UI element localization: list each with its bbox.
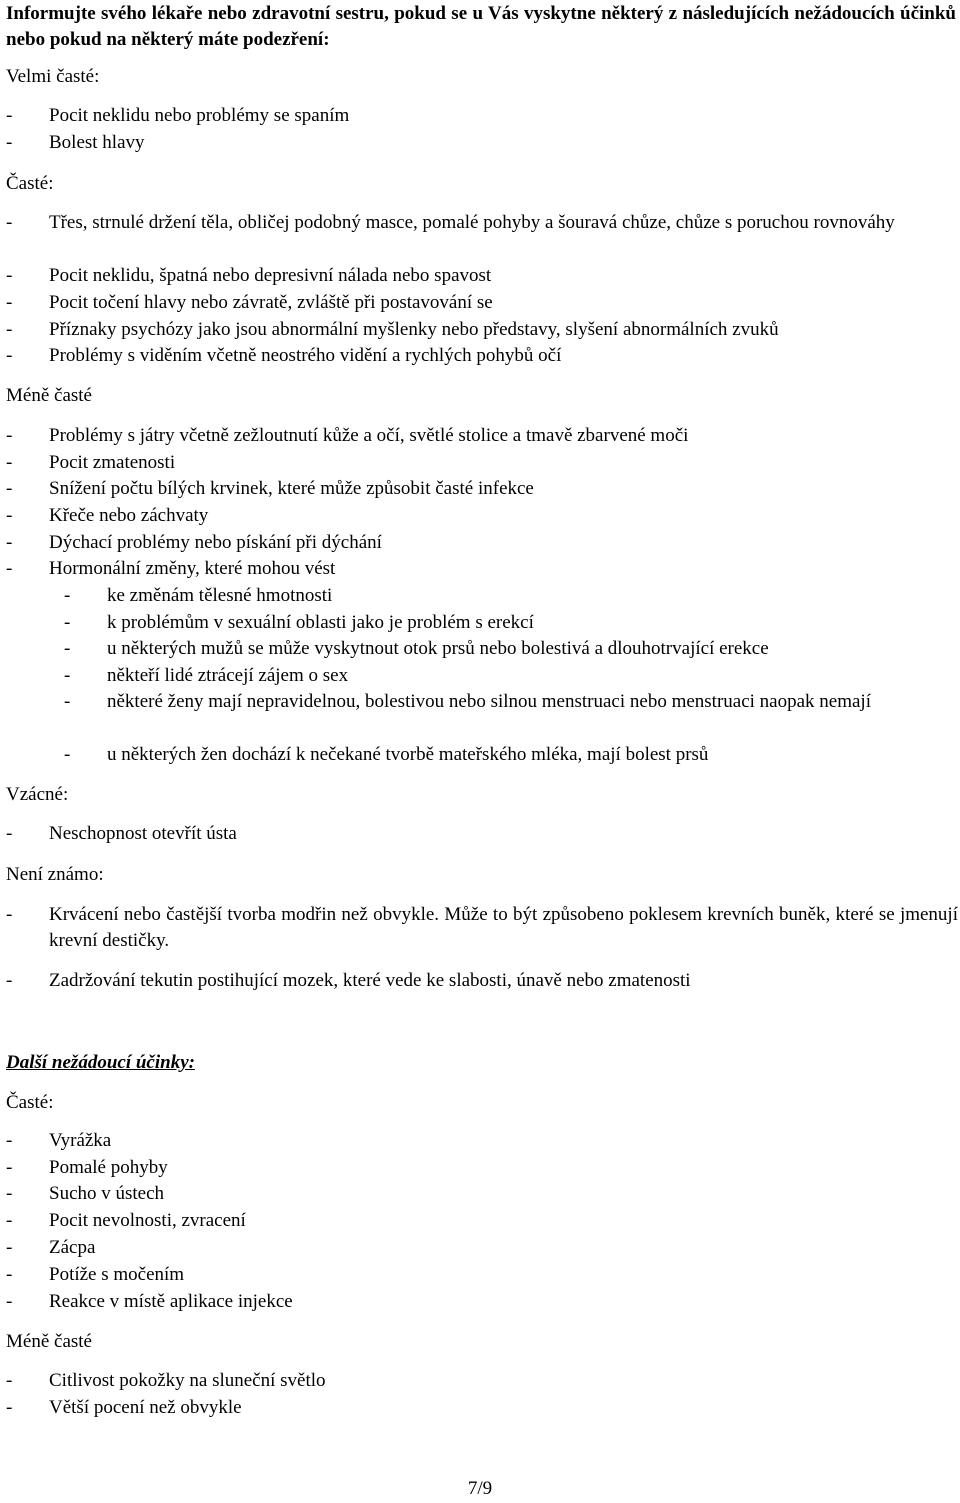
- bullet-dash: -: [6, 132, 13, 153]
- bullet-dash: -: [6, 558, 13, 579]
- frequency-label-uncommon: Méně časté: [6, 1331, 92, 1352]
- sub-list-item: - u některých mužů se může vyskytnout otok prsů nebo bolestivá a dlouhotrvající erekce: [64, 636, 958, 662]
- bullet-dash: -: [6, 345, 13, 366]
- bullet-dash: -: [64, 612, 71, 633]
- bullet-dash: -: [6, 265, 13, 286]
- list-item: - Větší pocení než obvykle: [6, 1395, 958, 1421]
- list-item: - Pocit zmatenosti: [6, 450, 958, 476]
- list-item: - Sucho v ústech: [6, 1181, 958, 1207]
- list-item: - Hormonální změny, které mohou vést: [6, 556, 958, 582]
- list-item: - Zácpa: [6, 1235, 958, 1261]
- list-item: - Problémy s játry včetně zežloutnutí kůže a očí, světlé stolice a tmavě zbarvené moči: [6, 423, 958, 449]
- bullet-dash: -: [64, 691, 71, 712]
- list-item: - Problémy s viděním včetně neostrého vidění a rychlých pohybů očí: [6, 343, 958, 369]
- bullet-dash: -: [6, 1183, 13, 1204]
- sub-list-item: - ke změnám tělesné hmotnosti: [64, 583, 958, 609]
- frequency-label-common: Časté:: [6, 1092, 54, 1113]
- bullet-dash: -: [64, 638, 71, 659]
- frequency-label-rare: Vzácné:: [6, 784, 69, 805]
- list-item: - Reakce v místě aplikace injekce: [6, 1289, 958, 1315]
- sub-list-item: - u některých žen dochází k nečekané tvorbě mateřského mléka, mají bolest prsů: [64, 742, 958, 768]
- bullet-dash: -: [6, 452, 13, 473]
- bullet-dash: -: [6, 319, 13, 340]
- bullet-dash: -: [6, 1397, 13, 1418]
- bullet-dash: -: [6, 505, 13, 526]
- bullet-dash: -: [6, 212, 13, 233]
- bullet-dash: -: [6, 425, 13, 446]
- sub-list-item: - někteří lidé ztrácejí zájem o sex: [64, 663, 958, 689]
- list-item: - Pomalé pohyby: [6, 1155, 958, 1181]
- list-item: - Krvácení nebo častější tvorba modřin než obvykle. Může to být způsobeno poklesem krevních buněk, které se jmenují krevní destičky.: [6, 904, 958, 951]
- list-item: - Zadržování tekutin postihující mozek, které vede ke slabosti, únavě nebo zmatenosti: [6, 968, 958, 994]
- list-item: - Citlivost pokožky na sluneční světlo: [6, 1368, 958, 1394]
- bullet-dash: -: [6, 823, 13, 844]
- list-item: - Příznaky psychózy jako jsou abnormální myšlenky nebo představy, slyšení abnormálních zvuků: [6, 317, 958, 343]
- bullet-dash: -: [6, 1264, 13, 1285]
- list-item: - Pocit nevolnosti, zvracení: [6, 1208, 958, 1234]
- list-item: - Třes, strnulé držení těla, obličej podobný masce, pomalé pohyby a šouravá chůze, chůze s poruchou rovnováhy: [6, 210, 958, 236]
- frequency-label-common: Časté:: [6, 173, 54, 194]
- list-item: - Vyrážka: [6, 1128, 958, 1154]
- frequency-label-unknown: Není známo:: [6, 864, 104, 885]
- bullet-dash: -: [64, 585, 71, 606]
- list-item: - Potíže s močením: [6, 1262, 958, 1288]
- bullet-dash: -: [6, 1130, 13, 1151]
- intro-paragraph: Informujte svého lékaře nebo zdravotní sestru, pokud se u Vás vyskytne některý z následujících nežádoucích účinků nebo pokud na některý máte podezření:: [6, 3, 956, 50]
- list-item: - Neschopnost otevřít ústa: [6, 821, 958, 847]
- frequency-label-very-common: Velmi časté:: [6, 66, 100, 87]
- bullet-dash: -: [6, 1370, 13, 1391]
- bullet-dash: -: [6, 1237, 13, 1258]
- bullet-dash: -: [6, 532, 13, 553]
- list-item: - Snížení počtu bílých krvinek, které může způsobit časté infekce: [6, 476, 958, 502]
- bullet-dash: -: [6, 292, 13, 313]
- list-item: - Dýchací problémy nebo pískání při dýchání: [6, 530, 958, 556]
- section-heading: Další nežádoucí účinky:: [6, 1052, 195, 1073]
- list-item: - Bolest hlavy: [6, 130, 958, 156]
- list-item: - Pocit točení hlavy nebo závratě, zvláště při postavování se: [6, 290, 958, 316]
- bullet-dash: -: [6, 1157, 13, 1178]
- list-item: - Křeče nebo záchvaty: [6, 503, 958, 529]
- bullet-dash: -: [6, 1210, 13, 1231]
- list-item: - Pocit neklidu, špatná nebo depresivní nálada nebo spavost: [6, 263, 958, 289]
- bullet-dash: -: [6, 478, 13, 499]
- sub-list-item: - některé ženy mají nepravidelnou, bolestivou nebo silnou menstruaci nebo menstruaci naopak nemají: [64, 689, 958, 715]
- bullet-dash: -: [64, 744, 71, 765]
- page-number: 7/9: [467, 1478, 493, 1499]
- bullet-dash: -: [6, 105, 13, 126]
- bullet-dash: -: [6, 970, 13, 991]
- sub-list-item: - k problémům v sexuální oblasti jako je problém s erekcí: [64, 610, 958, 636]
- bullet-dash: -: [6, 904, 13, 925]
- bullet-dash: -: [64, 665, 71, 686]
- bullet-dash: -: [6, 1291, 13, 1312]
- list-item: - Pocit neklidu nebo problémy se spaním: [6, 103, 958, 129]
- frequency-label-uncommon: Méně časté: [6, 385, 92, 406]
